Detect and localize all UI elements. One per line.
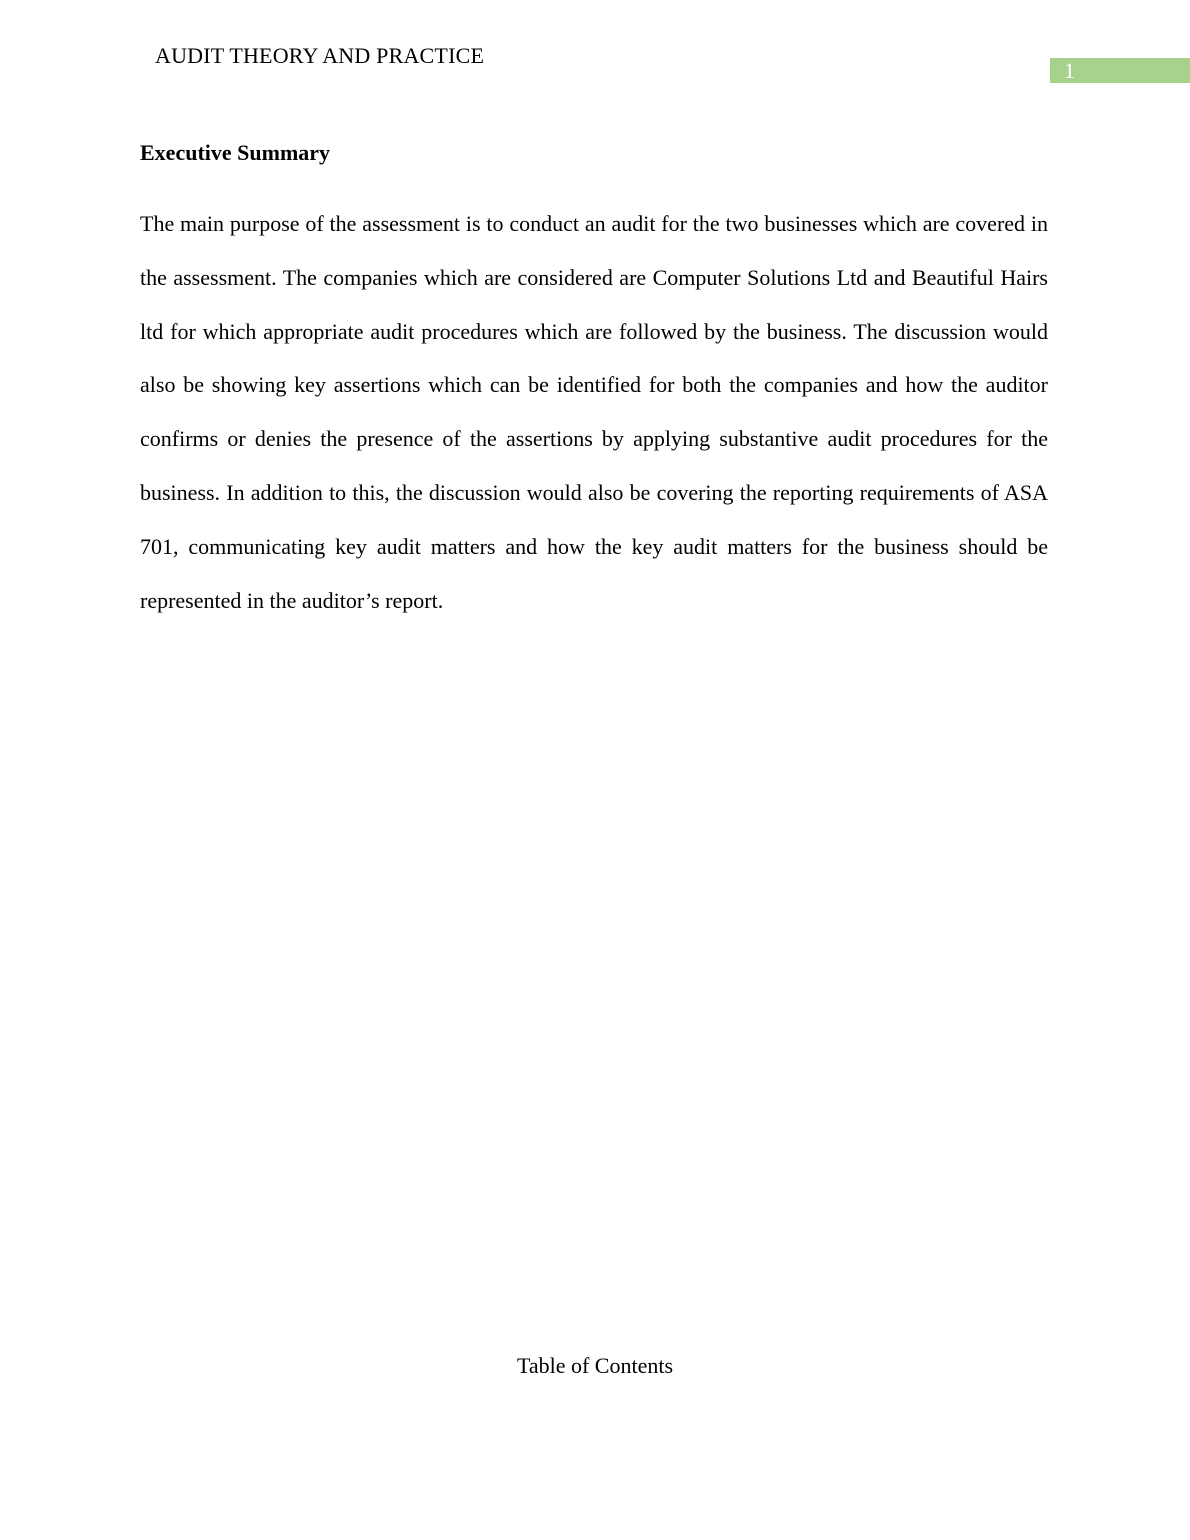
page-number: 1 bbox=[1064, 58, 1075, 83]
page-number-badge bbox=[1050, 58, 1190, 83]
running-head: AUDIT THEORY AND PRACTICE bbox=[155, 43, 485, 68]
executive-summary-heading: Executive Summary bbox=[140, 140, 331, 165]
executive-summary-paragraph: The main purpose of the assessment is to conduct an audit for the two businesses which are covered in the assessment. The companies which are considered are Computer Solutions Ltd and Beautiful Hairs ltd for which appropriate audit procedures which are followed by the business. The discussion would also be showing key assertions which can be identified for both the companies and how the auditor confirms or denies the presence of the assertions by applying substantive audit procedures for the business. In addition to this, the discussion would also be covering the reporting requirements of ASA 701, communicating key audit matters and how the key audit matters for the business should be represented in the auditor’s report. bbox=[140, 211, 1048, 613]
table-of-contents-title: Table of Contents bbox=[516, 1353, 674, 1378]
